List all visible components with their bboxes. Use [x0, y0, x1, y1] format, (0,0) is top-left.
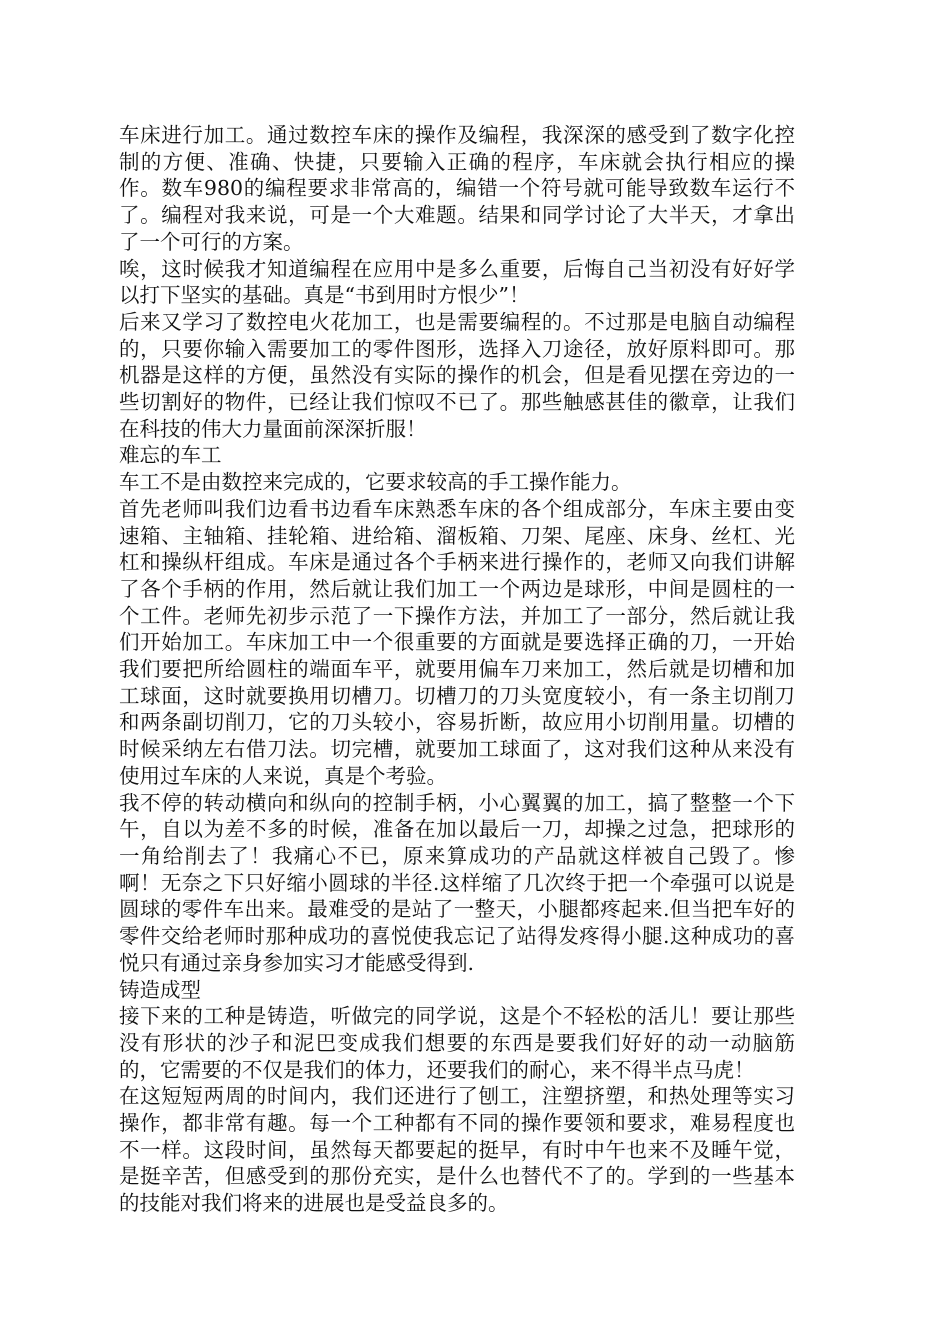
- paragraph-turning-experience: 我不停的转动横向和纵向的控制手柄，小心翼翼的加工，搞了整整一个下午，自以为差不多的时候，准备在加以最后一刀，却操之过急，把球形的一角给削去了！我痛心不已，原来算成功的产品就这样被自己毁了。惨啊！无奈之下只好缩小圆球的半径.这样缩了几次终于把一个牵强可以说是圆球的零件车出来。最难受的是站了一整天，小腿都疼起来.但当把车好的零件交给老师时那种成功的喜悦使我忘记了站得发疼得小腿.这种成功的喜悦只有通过亲身参加实习才能感受得到.: [119, 790, 795, 975]
- heading-casting: 铸造成型: [119, 977, 201, 1002]
- paragraph-manual-operation: 车工不是由数控来完成的，它要求较高的手工操作能力。: [119, 470, 632, 495]
- paragraph-summary: 在这短短两周的时间内，我们还进行了刨工，注塑挤塑，和热处理等实习操作，都非常有趣。每一个工种都有不同的操作要领和要求，难易程度也不一样。这段时间，虽然每天都要起的挺早，有时中午也来不及睡午觉，是挺辛苦，但感受到的那份充实，是什么也替代不了的。学到的一些基本的技能对我们将来的进展也是受益良多的。: [119, 1084, 795, 1216]
- paragraph-edm-machining: 后来又学习了数控电火花加工，也是需要编程的。不过那是电脑自动编程的，只要你输入需要加工的零件图形，选择入刀途径，放好原料即可。那机器是这样的方便，虽然没有实际的操作的机会，但是看见摆在旁边的一些切割好的物件，已经让我们惊叹不已了。那些触感甚佳的徽章，让我们在科技的伟大力量面前深深折服！: [119, 309, 795, 441]
- document-body: [119, 122, 795, 1217]
- paragraph-regret: 唉，这时候我才知道编程在应用中是多么重要，后悔自己当初没有好好学以打下坚实的基础。真是“书到用时方恨少”！: [119, 256, 795, 308]
- paragraph-cnc-lathe-programming: 车床进行加工。通过数控车床的操作及编程，我深深的感受到了数字化控制的方便、准确、快捷，只要输入正确的程序，车床就会执行相应的操作。数车980的编程要求非常高的，编错一个符号就可能导致数车运行不了。编程对我来说，可是一个大难题。结果和同学讨论了大半天，才拿出了一个可行的方案。: [119, 123, 795, 254]
- heading-lathe-work: 难忘的车工: [119, 443, 222, 468]
- paragraph-casting: 接下来的工种是铸造，听做完的同学说，这是个不轻松的活儿！要让那些没有形状的沙子和泥巴变成我们想要的东西是要我们好好的动一动脑筋的，它需要的不仅是我们的体力，还要我们的耐心，来不得半点马虎！: [119, 1004, 795, 1082]
- paragraph-lathe-components: 首先老师叫我们边看书边看车床熟悉车床的各个组成部分，车床主要由变速箱、主轴箱、挂轮箱、进给箱、溜板箱、刀架、尾座、床身、丝杠、光杠和操纵杆组成。车床是通过各个手柄来进行操作的，老师又向我们讲解了各个手柄的作用，然后就让我们加工一个两边是球形，中间是圆柱的一个工件。老师先初步示范了一下操作方法，并加工了一部分，然后就让我们开始加工。车床加工中一个很重要的方面就是要选择正确的刀，一开始我们要把所给圆柱的端面车平，就要用偏车刀来加工，然后就是切槽和加工球面，这时就要换用切槽刀。切槽刀的刀头宽度较小，有一条主切削刀和两条副切削刀，它的刀头较小，容易折断，故应用小切削用量。切槽的时候采纳左右借刀法。切完槽，就要加工球面了，这对我们这种从来没有使用过车床的人来说，真是个考验。: [119, 496, 795, 788]
